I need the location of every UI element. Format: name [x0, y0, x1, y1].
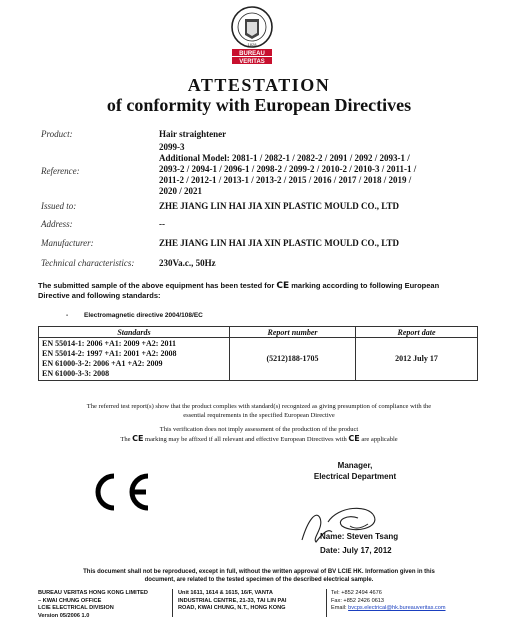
note-line3: This verification does not imply assessment of the production of the product — [159, 426, 359, 433]
footer-company-line: Version 05/2006 1.0 — [38, 612, 90, 619]
footer-company-line: LCIE ELECTRICAL DIVISION — [38, 605, 114, 611]
signatory-name: Name: Steven Tsang — [320, 532, 399, 541]
note-line4 — [0, 434, 518, 444]
standards-cell — [39, 338, 230, 381]
note-compliance — [0, 402, 518, 420]
logo-band-line1: BUREAU — [239, 51, 265, 57]
tested-statement — [38, 281, 478, 301]
signatory-title2: Electrical Department — [313, 472, 397, 481]
handwritten-signature — [298, 500, 388, 550]
manufacturer-label: Manufacturer: — [41, 238, 94, 248]
ce-mark-large — [84, 472, 156, 512]
footer-divider — [326, 589, 327, 617]
footer-contact — [331, 590, 446, 613]
note-verification — [0, 425, 518, 444]
footer-line2: document, are related to the tested specimen of the described electrical sample. — [144, 577, 374, 583]
ce-mark-note2: CE — [348, 434, 360, 443]
reference-label: Reference: — [41, 166, 80, 176]
product-label: Product: — [41, 129, 73, 139]
standards-table — [38, 326, 478, 381]
standard-entry: EN 55014-2: 1997 +A1: 2001 +A2: 2008 — [42, 349, 177, 358]
statement-part2: marking according to following European — [291, 281, 440, 290]
signatory-date: Date: July 17, 2012 — [320, 546, 392, 555]
title-line1: ATTESTATION — [187, 75, 331, 95]
signatory-title — [300, 460, 410, 482]
footer-address-line: Unit 1611, 1614 & 1615, 16/F, VANTA — [178, 590, 273, 596]
bureau-veritas-logo — [226, 5, 278, 67]
logo-year: 1828 — [247, 42, 257, 47]
address-label: Address: — [41, 219, 73, 229]
footer-email-link[interactable]: bvcps.electrical@hk.bureauveritas.com — [348, 605, 446, 611]
directive-item — [66, 312, 203, 319]
title-line2: of conformity with European Directives — [106, 95, 412, 115]
report-number-cell: (5212)188-1705 — [230, 338, 356, 381]
directive-text: Electromagnetic directive 2004/108/EC — [83, 312, 203, 319]
reference-line: 2099-3 — [159, 142, 185, 152]
address-value: -- — [159, 219, 165, 229]
issued-to-value: ZHE JIANG LIN HAI JIA XIN PLASTIC MOULD CO., LTD — [159, 201, 399, 211]
header-standards: Standards — [39, 327, 230, 338]
footer-tel: Tel: +852 2494 4676 — [331, 590, 382, 596]
note-line2: essential requirements in the specified European Directive — [183, 412, 335, 419]
ce-mark-note1: CE — [132, 434, 144, 443]
reference-line: 2011-2 / 2012-1 / 2013-1 / 2013-2 / 2015 / 2016 / 2017 / 2018 / 2019 / — [159, 175, 412, 185]
footer-email-row — [331, 605, 446, 613]
note-line4b: marking may be affixed if all relevant and effective European Directives with — [145, 436, 347, 443]
statement-part1: The submitted sample of the above equipment has been tested for — [38, 281, 275, 290]
footer-address-line: INDUSTRIAL CENTRE, 21-33, TAI LIN PAI — [178, 597, 287, 604]
footer-divider — [172, 589, 173, 617]
standard-entry: EN 55014-1: 2006 +A1: 2009 +A2: 2011 — [42, 339, 176, 348]
table-header-row — [39, 327, 478, 338]
standard-entry: EN 61000-3-3: 2008 — [42, 369, 110, 378]
footer-company — [38, 590, 148, 620]
directive-dash: - — [66, 312, 69, 319]
reference-line: 2093-2 / 2094-1 / 2096-1 / 2098-2 / 2099-2 / 2010-2 / 2010-3 / 2011-1 / — [159, 164, 417, 174]
header-report-number: Report number — [230, 327, 356, 338]
footer-line1: This document shall not be reproduced, except in full, without the written approval of BV LCIE HK. Information given in this — [83, 569, 435, 575]
footer-company-line: BUREAU VERITAS HONG KONG LIMITED — [38, 590, 148, 596]
footer-email-label: Email: — [331, 605, 347, 611]
technical-characteristics-label: Technical characteristics: — [41, 258, 135, 268]
logo-band-line2: VERITAS — [239, 59, 265, 65]
report-date-cell: 2012 July 17 — [356, 338, 478, 381]
footer-company-line: – KWAI CHUNG OFFICE — [38, 597, 102, 604]
signatory-title1: Manager, — [337, 461, 373, 470]
footer-disclaimer — [0, 568, 518, 584]
footer-fax: Fax: +852 2426 0613 — [331, 597, 385, 604]
manufacturer-value: ZHE JIANG LIN HAI JIA XIN PLASTIC MOULD CO., LTD — [159, 238, 399, 248]
footer-address — [178, 590, 286, 613]
reference-line: Additional Model: 2081-1 / 2082-1 / 2082-2 / 2091 / 2092 / 2093-1 / — [159, 153, 410, 163]
note-line1: The referred test report(s) show that the product complies with standard(s) recognized as giving presumption of compliance with the — [86, 403, 432, 410]
ce-mark-inline: CE — [276, 281, 290, 291]
reference-value — [159, 142, 416, 197]
issued-to-label: Issued to: — [41, 201, 77, 211]
note-line4c: are applicable — [361, 436, 398, 443]
product-value: Hair straightener — [159, 129, 227, 139]
reference-line: 2020 / 2021 — [159, 186, 203, 196]
technical-characteristics-value: 230Va.c., 50Hz — [159, 258, 216, 268]
note-line4a: The — [120, 436, 131, 443]
footer-address-line: ROAD, KWAI CHUNG, N.T., HONG KONG — [178, 605, 286, 611]
standard-entry: EN 61000-3-2: 2006 +A1 +A2: 2009 — [42, 359, 163, 368]
header-report-date: Report date — [356, 327, 478, 338]
table-row — [39, 338, 478, 381]
statement-part3: Directive and following standards: — [38, 291, 161, 300]
